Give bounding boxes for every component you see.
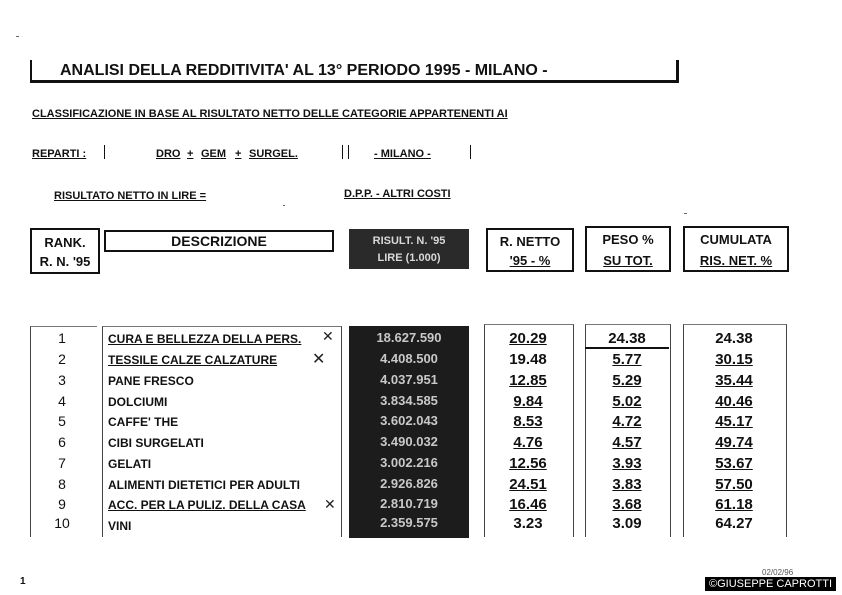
rnetto-cell: 12.56 — [509, 455, 547, 472]
description-cell: PANE FRESCO — [108, 374, 194, 388]
header-cumulata — [683, 226, 789, 272]
cross-mark: ✕ — [322, 328, 334, 344]
cumulata-cell: 61.18 — [715, 496, 753, 513]
rank-cell: 8 — [58, 476, 66, 492]
risultato-cell: 2.810.719 — [380, 496, 438, 511]
header-peso-line1: PESO % — [602, 232, 654, 247]
reparto-dro: DRO — [156, 148, 181, 160]
reparto-gem: GEM — [201, 148, 227, 160]
peso-cell: 4.57 — [612, 434, 642, 451]
risultato-cell: 18.627.590 — [376, 330, 442, 345]
cumulata-cell: 53.67 — [715, 455, 753, 472]
header-peso-line2: SU TOT. — [603, 253, 653, 268]
rank-cell: 3 — [58, 372, 66, 388]
cumulata-cell: 45.17 — [715, 413, 753, 430]
classification-line: CLASSIFICAZIONE IN BASE AL RISULTATO NETTO DELLE CATEGORIE APPARTENENTI AI — [32, 108, 508, 120]
separator — [104, 145, 105, 159]
rnetto-cell: 9.84 — [513, 393, 543, 410]
peso-cell: 4.72 — [612, 413, 642, 430]
peso-cell: 3.83 — [612, 476, 642, 493]
risultato-cell: 4.037.951 — [380, 372, 438, 387]
header-risult-line2: LIRE (1.000) — [377, 252, 441, 264]
description-cell: ALIMENTI DIETETICI PER ADULTI — [108, 478, 300, 492]
peso-cell: 24.38 — [585, 330, 669, 349]
header-rank-line2: R. N. '95 — [39, 254, 91, 269]
rnetto-cell: 20.29 — [509, 330, 547, 347]
risultato-cell: 2.926.826 — [380, 476, 438, 491]
rnetto-cell: 8.53 — [513, 413, 543, 430]
description-cell: TESSILE CALZE CALZATURE — [108, 353, 278, 367]
plus-sign: + — [235, 148, 242, 160]
cross-mark: ✕ — [324, 496, 336, 512]
description-cell: CIBI SURGELATI — [108, 436, 204, 450]
cumulata-cell: 64.27 — [715, 515, 753, 532]
scan-speck — [16, 36, 19, 37]
header-rank-line1: RANK. — [44, 235, 86, 250]
header-rank — [30, 228, 100, 274]
description-cell: CAFFE' THE — [108, 415, 179, 429]
rnetto-cell: 16.46 — [509, 496, 547, 513]
separator — [342, 145, 343, 159]
dpp-label: D.P.P. - ALTRI COSTI — [344, 188, 451, 200]
copyright-badge: ©GIUSEPPE CAPROTTI — [705, 577, 836, 591]
peso-cell: 3.09 — [612, 515, 642, 532]
risultato-cell: 3.602.043 — [380, 413, 438, 428]
peso-cell: 3.93 — [612, 455, 642, 472]
peso-cell: 5.77 — [612, 351, 642, 368]
scan-speck — [684, 213, 687, 214]
risultato-cell: 3.002.216 — [380, 455, 438, 470]
cross-mark: ✕ — [312, 351, 326, 368]
rank-cell: 2 — [58, 351, 66, 367]
cumulata-cell: 40.46 — [715, 393, 753, 410]
rank-cell: 1 — [58, 330, 66, 346]
rank-cell: 6 — [58, 434, 66, 450]
header-risultato — [349, 229, 469, 269]
rank-cell: 9 — [58, 496, 66, 512]
risultato-cell: 3.834.585 — [380, 393, 438, 408]
header-rnetto — [486, 228, 574, 272]
separator — [470, 145, 471, 159]
page-title: ANALISI DELLA REDDITIVITA' AL 13° PERIODO 1995 - MILANO - — [60, 62, 548, 79]
rnetto-cell: 3.23 — [513, 515, 543, 532]
description-cell: ACC. PER LA PULIZ. DELLA CASA — [108, 498, 306, 512]
rnetto-cell: 24.51 — [509, 476, 547, 493]
cumulata-cell: 30.15 — [715, 351, 753, 368]
date-stamp: 02/02/96 — [762, 568, 794, 577]
header-descrizione-label: DESCRIZIONE — [171, 233, 267, 249]
cumulata-cell: 35.44 — [715, 372, 753, 389]
scan-speck — [283, 205, 285, 206]
risultato-cell: 3.490.032 — [380, 434, 438, 449]
risultato-label: RISULTATO NETTO IN LIRE = — [54, 190, 207, 202]
peso-cell: 5.29 — [612, 372, 642, 389]
location-milano: - MILANO - — [374, 148, 431, 160]
header-cumulata-line1: CUMULATA — [700, 232, 772, 247]
rnetto-cell: 19.48 — [509, 351, 547, 368]
peso-cell: 3.68 — [612, 496, 642, 513]
description-cell: GELATI — [108, 457, 152, 471]
header-descrizione — [104, 230, 334, 252]
rank-cell: 4 — [58, 393, 66, 409]
reparti-label: REPARTI : — [32, 148, 87, 160]
risultato-cell: 2.359.575 — [380, 515, 438, 530]
cumulata-cell: 57.50 — [715, 476, 753, 493]
header-rnetto-line1: R. NETTO — [499, 234, 561, 249]
description-cell: DOLCIUMI — [108, 395, 168, 409]
reparto-surgel: SURGEL. — [249, 148, 298, 160]
header-rnetto-line2: '95 - % — [509, 253, 551, 268]
peso-cell: 5.02 — [612, 393, 642, 410]
risultato-cell: 4.408.500 — [380, 351, 438, 366]
header-peso — [585, 226, 671, 272]
rnetto-cell: 4.76 — [513, 434, 543, 451]
description-cell: VINI — [108, 519, 132, 533]
description-cell: CURA E BELLEZZA DELLA PERS. — [108, 332, 302, 346]
page-number: 1 — [20, 576, 26, 587]
cumulata-cell: 24.38 — [715, 330, 753, 347]
plus-sign: + — [187, 148, 194, 160]
rank-cell: 10 — [54, 515, 70, 531]
rank-cell: 7 — [58, 455, 66, 471]
header-cumulata-line2: RIS. NET. % — [699, 253, 773, 268]
rnetto-cell: 12.85 — [509, 372, 547, 389]
separator — [348, 145, 349, 159]
rank-cell: 5 — [58, 413, 66, 429]
cumulata-cell: 49.74 — [715, 434, 753, 451]
header-risult-line1: RISULT. N. '95 — [372, 235, 446, 247]
